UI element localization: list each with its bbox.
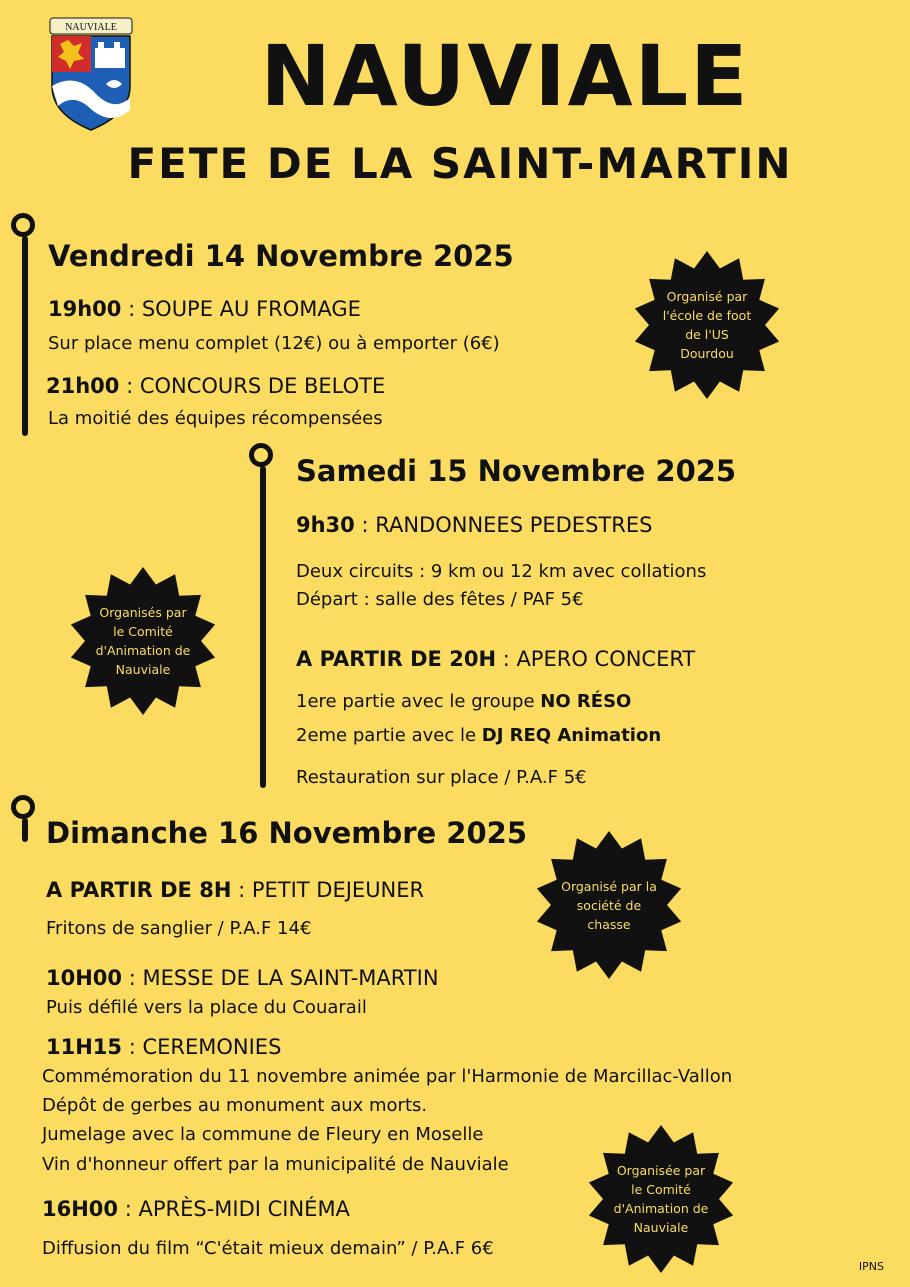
badge-text: Organisé par l'école de foot de l'US Dourdou [662, 289, 752, 361]
event-time: 21h00 [46, 374, 120, 398]
event-title: : CEREMONIES [122, 1035, 282, 1059]
sunday-ceremonies-detail-3: Jumelage avec la commune de Fleury en Moselle [42, 1124, 484, 1145]
sunday-event-cinema [42, 1195, 350, 1223]
friday-belote-detail: La moitié des équipes récompensées [48, 408, 383, 429]
badge-saturday-organizer [68, 566, 218, 716]
event-title: : APERO CONCERT [496, 647, 696, 671]
event-time: 16H00 [42, 1197, 119, 1221]
saturday-event-hike [296, 511, 652, 539]
event-time: A PARTIR DE 20H [296, 647, 497, 671]
page-subtitle: FETE DE LA SAINT-MARTIN [127, 139, 793, 188]
sunday-event-mass [46, 964, 439, 992]
svg-text:NAUVIALE: NAUVIALE [65, 22, 117, 33]
ipns-mark: IPNS [858, 1260, 884, 1273]
event-time: 11H15 [46, 1035, 123, 1059]
sunday-ceremonies-detail-1: Commémoration du 11 novembre animée par l'Harmonie de Marcillac-Vallon [42, 1066, 733, 1087]
friday-event-belote [46, 372, 385, 400]
saturday-hike-detail-1: Deux circuits : 9 km ou 12 km avec collations [296, 561, 707, 582]
timeline-line-sunday [22, 818, 28, 842]
sunday-mass-detail: Puis défilé vers la place du Couarail [46, 997, 367, 1018]
event-title: : PETIT DEJEUNER [231, 878, 425, 902]
event-title: : SOUPE AU FROMAGE [121, 297, 361, 321]
friday-event-soup [48, 295, 361, 323]
event-title: : RANDONNEES PEDESTRES [354, 513, 653, 537]
badge-sunday-organizer [586, 1124, 736, 1274]
badge-friday-organizer [632, 250, 782, 400]
badge-sunday-hunting [534, 830, 684, 980]
badge-text: Organisé par la société de chasse [561, 878, 657, 932]
sunday-event-breakfast [46, 876, 424, 904]
sunday-heading: Dimanche 16 Novembre 2025 [46, 816, 528, 850]
badge-text: Organisée par le Comité d'Animation de Nauviale [613, 1163, 709, 1235]
event-time: 9h30 [296, 513, 355, 537]
event-time: 10H00 [46, 966, 123, 990]
friday-heading: Vendredi 14 Novembre 2025 [48, 239, 514, 273]
timeline-dot-saturday [249, 443, 273, 467]
sunday-ceremonies-detail-2: Dépôt de gerbes au monument aux morts. [42, 1095, 428, 1116]
timeline-line-friday [22, 236, 28, 436]
saturday-concert-detail-3: Restauration sur place / P.A.F 5€ [296, 767, 587, 788]
event-time: A PARTIR DE 8H [46, 878, 232, 902]
event-title: : CONCOURS DE BELOTE [119, 374, 386, 398]
timeline-line-saturday [260, 466, 266, 788]
saturday-heading: Samedi 15 Novembre 2025 [296, 454, 737, 488]
sunday-breakfast-detail: Fritons de sanglier / P.A.F 14€ [46, 918, 312, 939]
page-title: NAUVIALE [260, 27, 750, 125]
event-title: : MESSE DE LA SAINT-MARTIN [122, 966, 439, 990]
timeline-dot-sunday [11, 795, 35, 819]
sunday-ceremonies-detail-4: Vin d'honneur offert par la municipalité de Nauviale [42, 1154, 509, 1175]
sunday-event-ceremonies [46, 1033, 281, 1061]
friday-soup-detail: Sur place menu complet (12€) ou à emporter (6€) [48, 333, 500, 354]
saturday-hike-detail-2: Départ : salle des fêtes / PAF 5€ [296, 589, 584, 610]
badge-text: Organisés par le Comité d'Animation de Nauviale [95, 605, 191, 677]
saturday-event-concert [296, 645, 695, 673]
event-title: : APRÈS-MIDI CINÉMA [118, 1197, 350, 1221]
saturday-concert-detail-2: 2eme partie avec le DJ REQ Animation [296, 725, 662, 746]
saturday-concert-detail-1: 1ere partie avec le groupe NO RÉSO [296, 691, 632, 712]
event-time: 19h00 [48, 297, 122, 321]
village-crest [48, 14, 134, 132]
timeline-dot-friday [11, 213, 35, 237]
sunday-cinema-detail: Diffusion du film “C'était mieux demain” / P.A.F 6€ [42, 1238, 494, 1259]
